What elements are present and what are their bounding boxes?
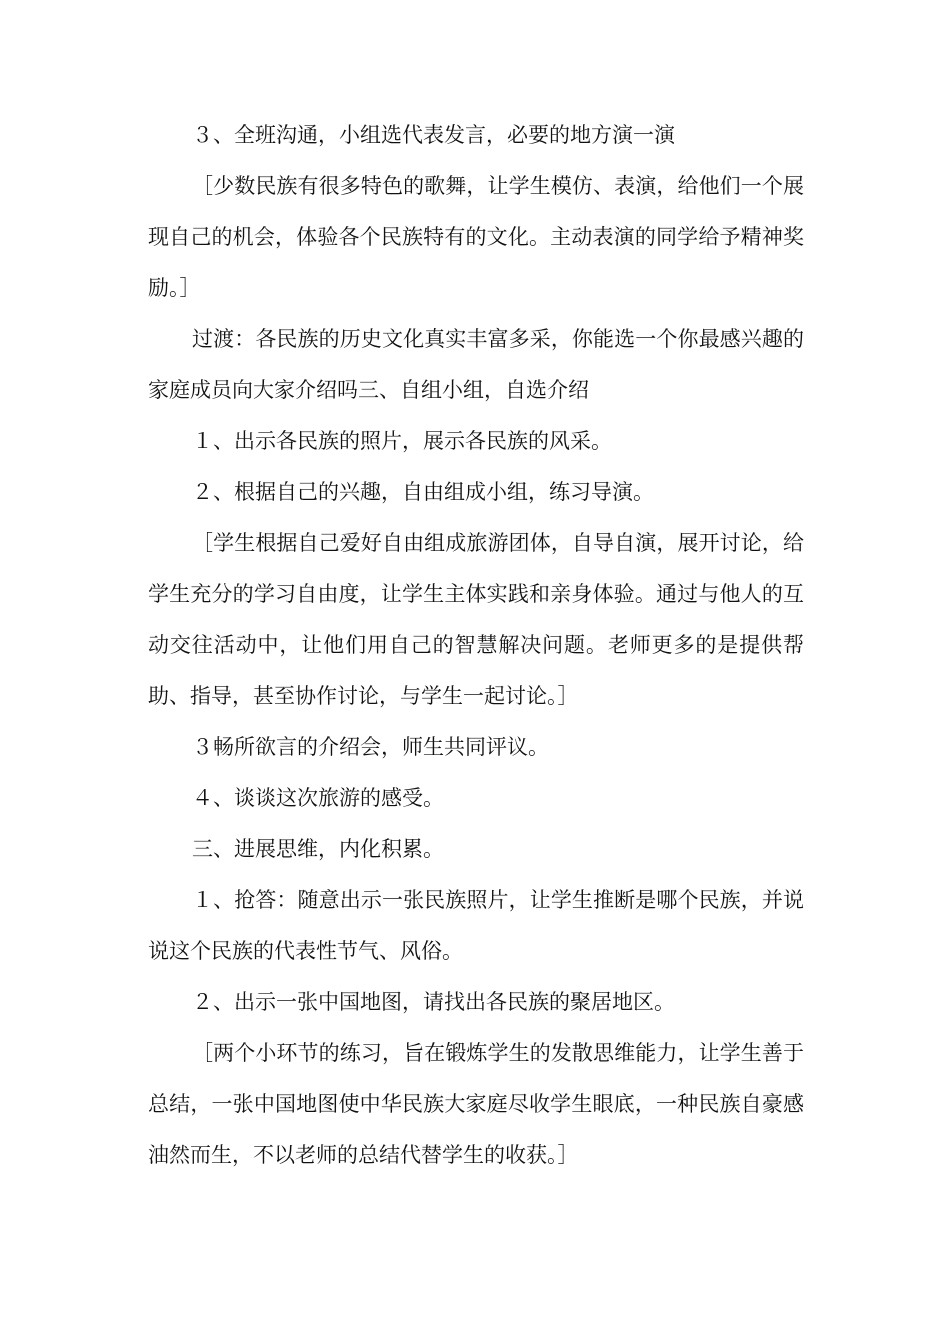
paragraph-5: ２、根据自己的兴趣，自由组成小组，练习导演。 xyxy=(192,480,654,504)
paragraph-1: ３、全班沟通，小组选代表发言，必要的地方演一演 xyxy=(192,123,675,147)
paragraph-11: ２、出示一张中国地图，请找出各民族的聚居地区。 xyxy=(192,990,675,1014)
paragraph-4: １、出示各民族的照片，展示各民族的风采。 xyxy=(192,429,612,453)
paragraph-7: ３畅所欲言的介绍会，师生共同评议。 xyxy=(192,735,549,759)
paragraph-10: １、抢答：随意出示一张民族照片，让学生推断是哪个民族，并说说这个民族的代表性节气、风俗。 xyxy=(148,888,804,963)
paragraph-2: ［少数民族有很多特色的歌舞，让学生模仿、表演，给他们一个展现自己的机会，体验各个民族特有的文化。主动表演的同学给予精神奖励。］ xyxy=(148,174,804,300)
paragraph-6: ［学生根据自己爱好自由组成旅游团体，自导自演，展开讨论，给学生充分的学习自由度，让学生主体实践和亲身体验。通过与他人的互动交往活动中，让他们用自己的智慧解决问题。老师更多的是提供帮助、指导，甚至协作讨论，与学生一起讨论。］ xyxy=(148,531,804,708)
paragraph-9: 三、进展思维，内化积累。 xyxy=(192,837,444,861)
paragraph-12: ［两个小环节的练习，旨在锻炼学生的发散思维能力，让学生善于总结，一张中国地图使中华民族大家庭尽收学生眼底，一种民族自豪感油然而生，不以老师的总结代替学生的收获。］ xyxy=(148,1041,804,1167)
paragraph-8: ４、谈谈这次旅游的感受。 xyxy=(192,786,444,810)
document-body xyxy=(148,110,804,1181)
paragraph-3: 过渡：各民族的历史文化真实丰富多采，你能选一个你最感兴趣的家庭成员向大家介绍吗三、自组小组，自选介绍 xyxy=(148,327,804,402)
